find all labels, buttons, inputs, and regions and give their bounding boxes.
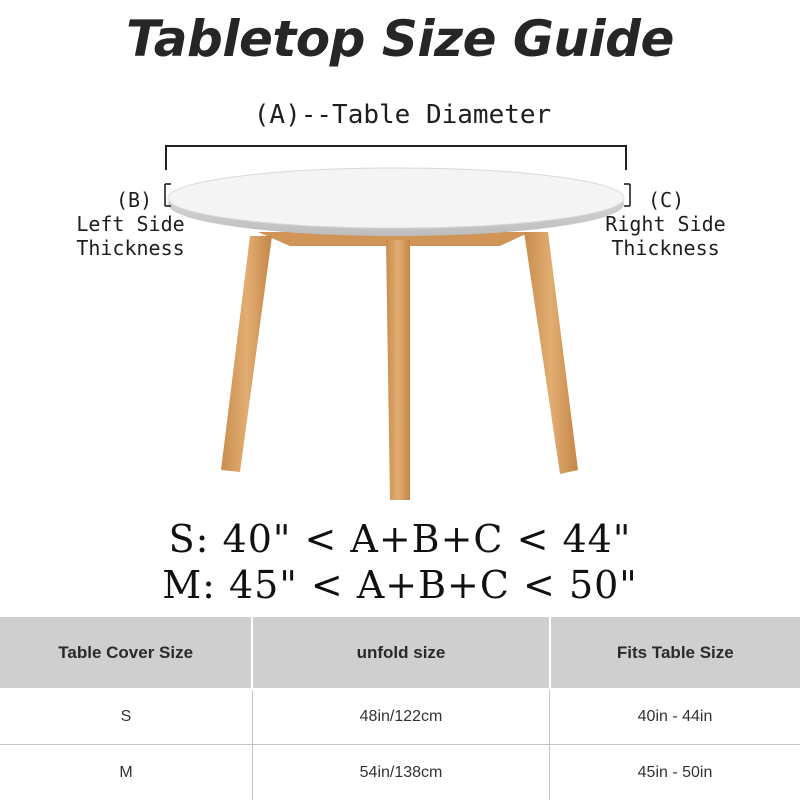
row-s-unfold-size: 48in/122cm [253,690,550,744]
right-thickness-line1: Right Side [605,212,726,236]
row-m-unfold-size: 54in/138cm [253,745,550,800]
right-thickness-line2: Thickness [611,236,720,260]
size-s-formula: S: 40" < A+B+C < 44" [168,517,632,561]
page-title: Tabletop Size Guide [126,10,674,68]
header-fits-table-size: Fits Table Size [616,642,734,662]
left-thickness-label [68,188,193,260]
header-unfold-size: unfold size [253,617,550,688]
table-row [0,690,800,745]
header-cover-size: Table Cover Size [0,617,253,688]
size-m-formula: M: 45" < A+B+C < 50" [162,563,638,607]
diameter-label: (A)--Table Diameter [253,100,552,130]
row-m-cover-size: M [0,745,253,800]
tabletop-surface [168,168,624,228]
table-leg-right [524,232,578,474]
diameter-bracket [166,145,626,170]
size-table [0,617,800,800]
row-m-fits-size: 45in - 50in [637,763,713,781]
table-leg-left [221,236,272,472]
left-thickness-line1: Left Side [76,212,185,236]
table-header-row [0,617,800,688]
left-thickness-line2: Thickness [76,236,185,260]
table-row [0,745,800,800]
row-s-cover-size: S [0,690,253,744]
row-s-fits-size: 40in - 44in [637,708,713,725]
right-thickness-code: (C) [648,188,685,212]
left-thickness-code: (B) [116,188,153,212]
right-thickness-label [598,188,733,260]
table-leg-center [386,240,410,500]
